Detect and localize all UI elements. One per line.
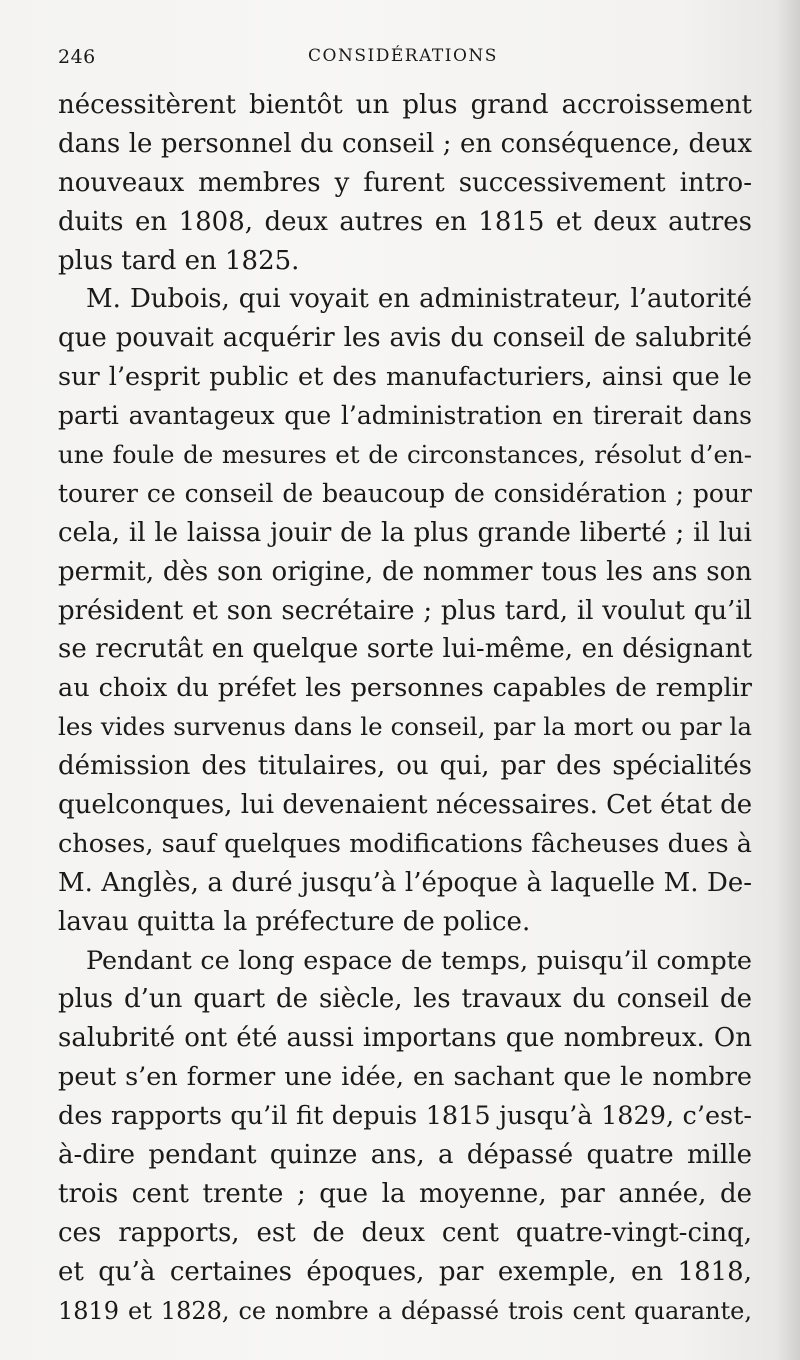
text-line: choses, sauf quelques modifications fâcheuses dues à (58, 828, 752, 859)
text-line: M. Dubois, qui voyait en administrateur, l’autorité (86, 284, 752, 315)
text-line: démission des titulaires, ou qui, par des spécialités (58, 751, 752, 782)
text-line: président et son secrétaire ; plus tard, il voulut qu’il (58, 595, 752, 626)
text-line: sur l’esprit public et des manufacturiers, ainsi que le (58, 362, 752, 393)
text-line: peut s’en former une idée, en sachant que le nombre (58, 1062, 752, 1093)
text-line: les vides survenus dans le conseil, par la mort ou par la (58, 712, 752, 742)
text-line: tourer ce conseil de beaucoup de considération ; pour (58, 478, 752, 508)
text-line: à-dire pendant quinze ans, a dépassé quatre mille (58, 1140, 752, 1171)
text-line: se recrutât en quelque sorte lui-même, en désignant (58, 634, 752, 665)
text-line: nécessitèrent bientôt un plus grand accroissement (58, 90, 752, 120)
text-line: salubrité ont été aussi importans que nombreux. On (58, 1023, 752, 1054)
text-line: nouveaux membres y furent successivement intro- (58, 167, 752, 198)
text-line: que pouvait acquérir les avis du conseil de salubrité (58, 323, 752, 354)
text-line: trois cent trente ; que la moyenne, par année, de (58, 1178, 752, 1209)
text-line: et qu’à certaines époques, par exemple, en 1818, (58, 1256, 752, 1287)
text-line: cela, il le laissa jouir de la plus grande liberté ; il lui (58, 517, 752, 548)
running-title: CONSIDÉRATIONS (308, 46, 498, 66)
page-header (58, 46, 748, 74)
text-line: plus tard en 1825. (58, 245, 300, 276)
text-line: 1819 et 1828, ce nombre a dépassé trois cent quarante, (58, 1296, 752, 1325)
page-number: 246 (58, 46, 96, 68)
body-text (58, 86, 752, 1331)
text-line: permit, dès son origine, de nommer tous les ans son (58, 556, 752, 587)
text-line: parti avantageux que l’administration en tirerait dans (58, 401, 752, 431)
text-line: au choix du préfet les personnes capables de remplir (58, 673, 752, 704)
text-line: plus d’un quart de siècle, les travaux du conseil de (58, 984, 752, 1015)
text-line: une foule de mesures et de circonstances, résolut d’en- (58, 440, 752, 470)
text-line: duits en 1808, deux autres en 1815 et deux autres (58, 206, 752, 237)
text-line: des rapports qu’il fit depuis 1815 jusqu’à 1829, c’est- (58, 1101, 752, 1132)
text-line: dans le personnel du conseil ; en conséquence, deux (58, 128, 752, 159)
text-line: lavau quitta la préfecture de police. (58, 906, 531, 937)
text-line: M. Anglès, a duré jusqu’à l’époque à laquelle M. De- (58, 867, 752, 898)
text-line: quelconques, lui devenaient nécessaires. Cet état de (58, 790, 752, 821)
text-line: ces rapports, est de deux cent quatre-vingt-cinq, (58, 1217, 752, 1248)
text-line: Pendant ce long espace de temps, puisqu’il compte (86, 945, 752, 976)
